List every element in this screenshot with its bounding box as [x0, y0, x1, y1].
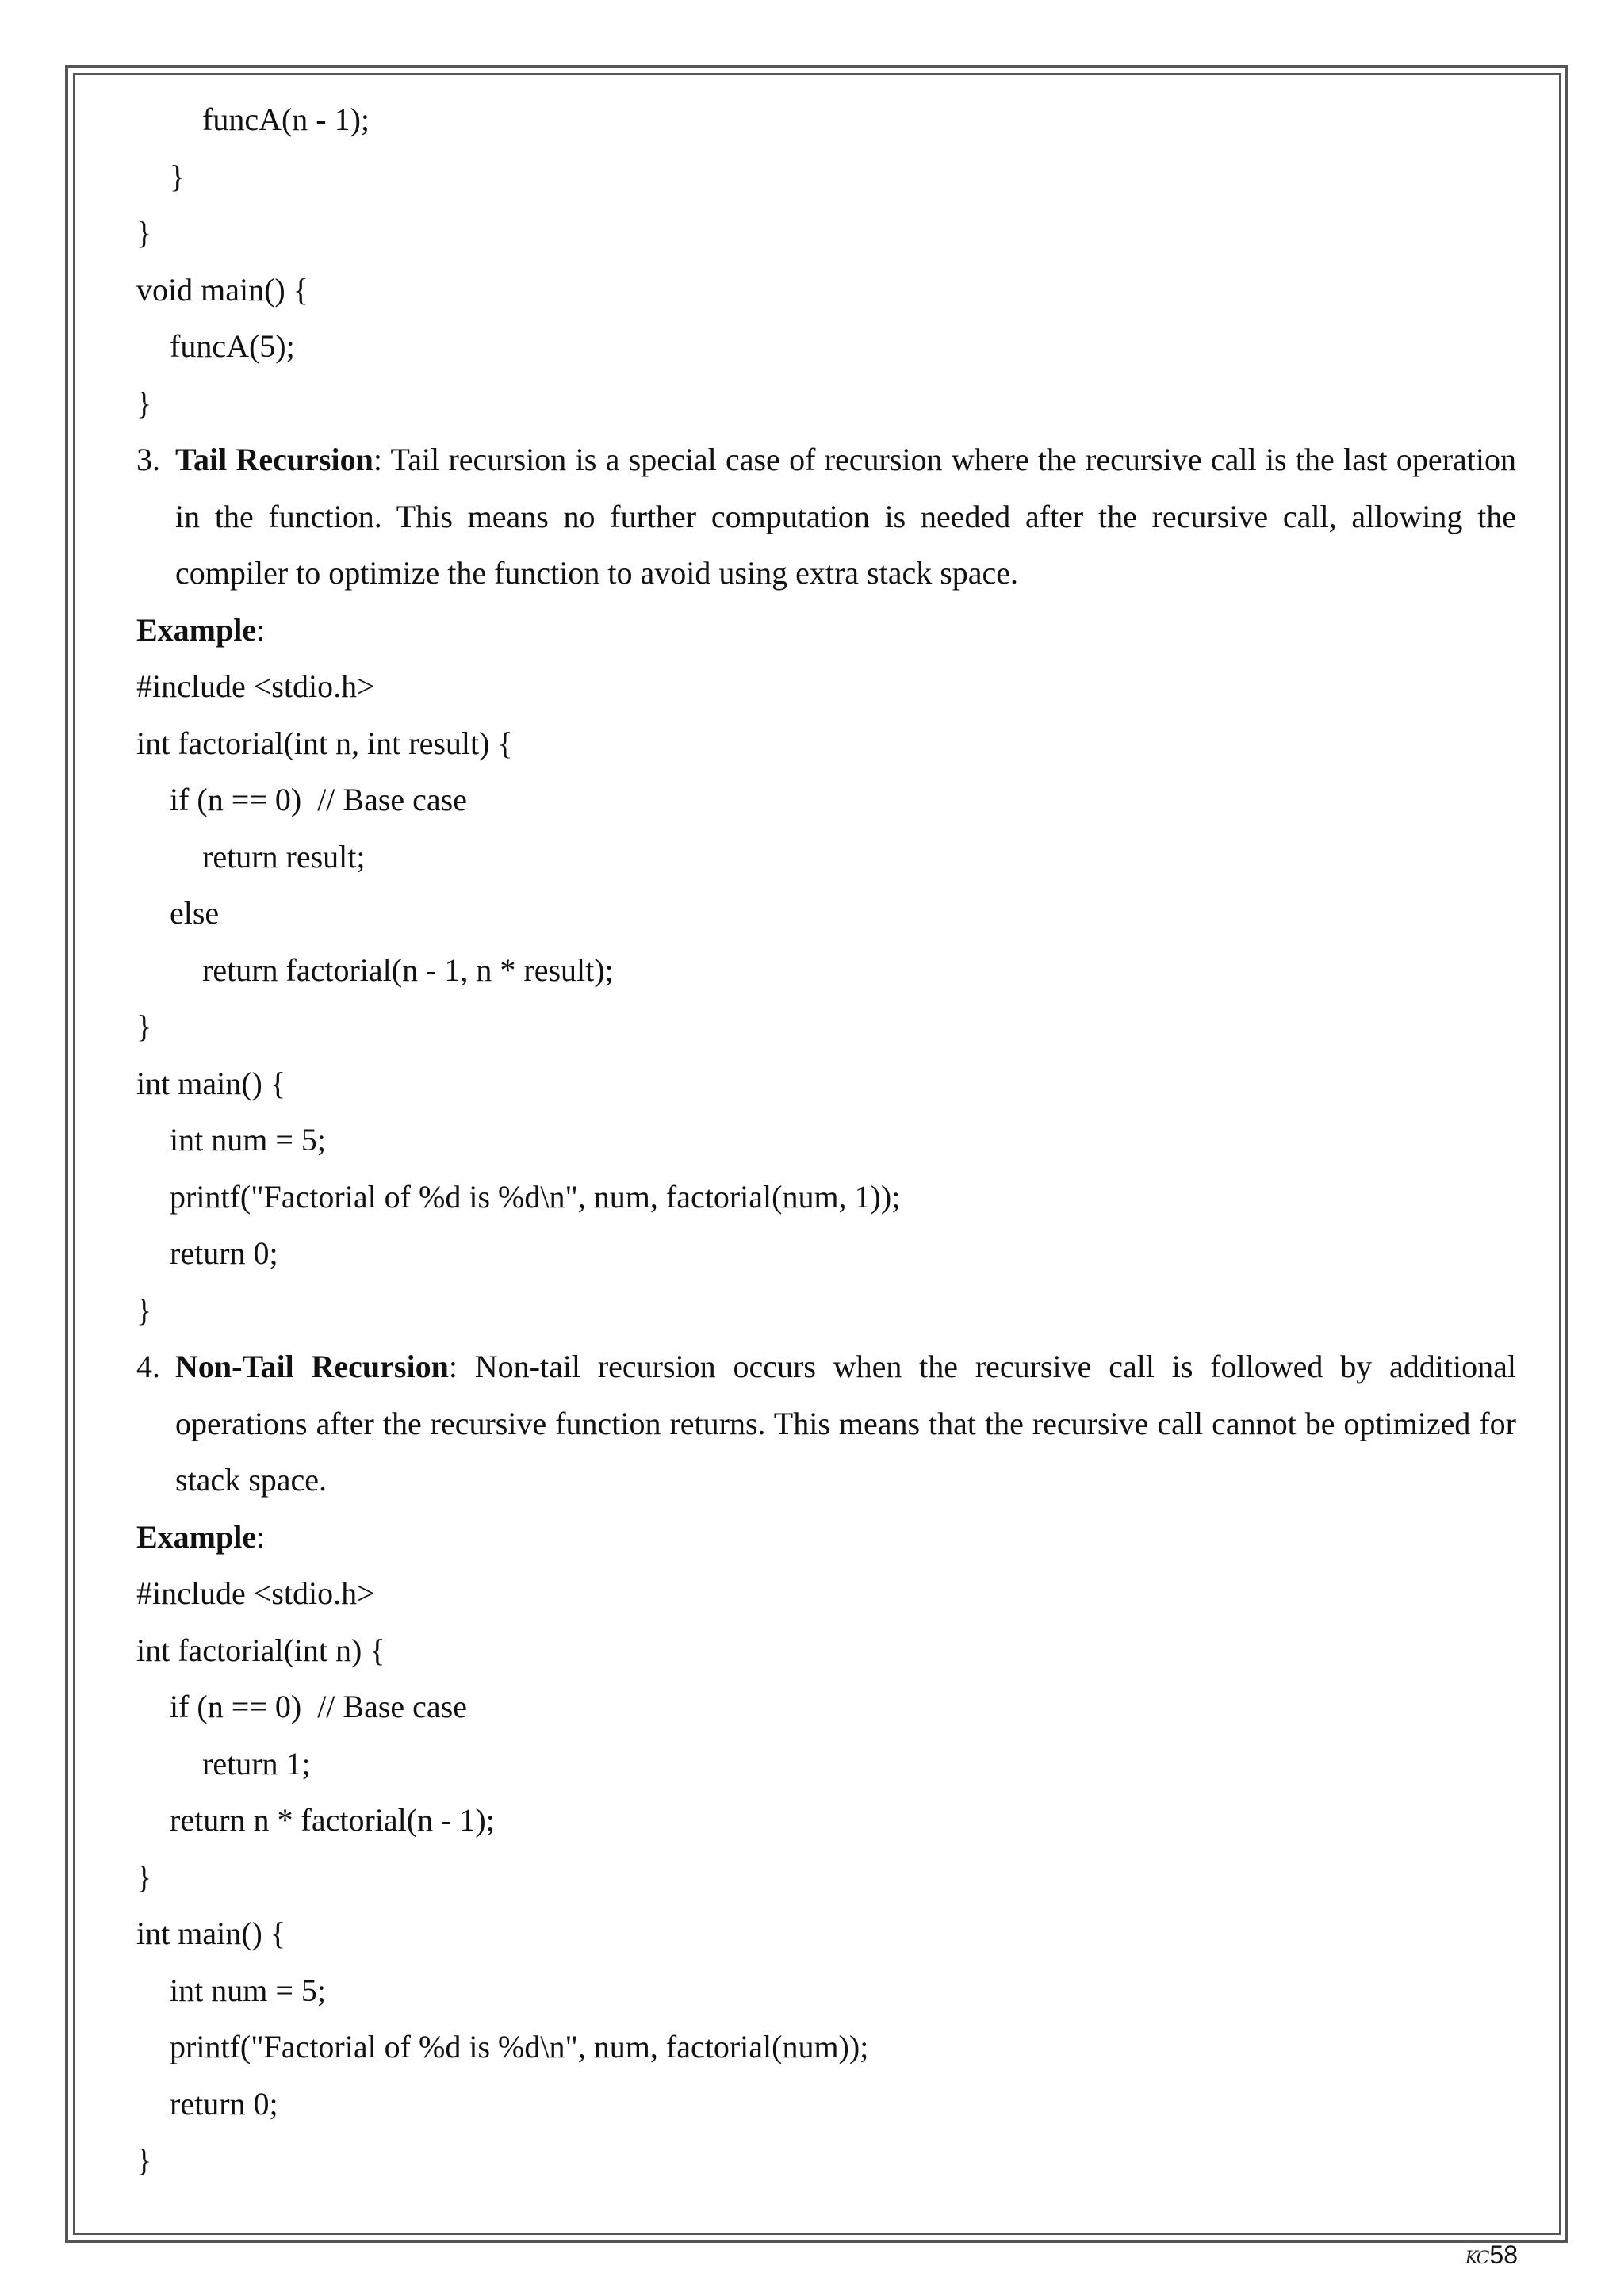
code-line: int factorial(int n) {: [136, 1632, 385, 1668]
section-description: : Tail recursion is a special case of recursion where the recursive call is the last operation in the function. This means no further computation is needed after the recursive call, allowing the compiler to optimize the function to avoid using extra stack space.: [175, 442, 1516, 591]
code-block-tail-recursion: [136, 658, 1516, 1338]
code-line: else: [170, 895, 220, 931]
code-line: #include <stdio.h>: [136, 1575, 375, 1611]
code-line: return n * factorial(n - 1);: [170, 1802, 495, 1838]
example-colon: :: [256, 1518, 266, 1555]
page-number: 58: [1489, 2241, 1518, 2269]
code-line: int factorial(int n, int result) {: [136, 725, 513, 761]
code-line: if (n == 0) // Base case: [170, 782, 467, 817]
author-logo: KC: [1465, 2248, 1488, 2268]
code-line: printf("Factorial of %d is %d\n", num, factorial(num));: [170, 2029, 869, 2064]
code-line: return result;: [202, 838, 366, 874]
code-line: return 1;: [202, 1745, 311, 1781]
example-label: Example: [136, 1518, 257, 1555]
page-content: [136, 91, 1516, 2189]
code-block-non-tail-recursion: [136, 1565, 1516, 2189]
section-term: Tail Recursion: [175, 442, 373, 477]
code-line: void main() {: [136, 271, 308, 308]
code-line: if (n == 0) // Base case: [170, 1689, 467, 1724]
section-number: 3.: [136, 442, 160, 477]
code-line: }: [136, 1858, 152, 1895]
code-line: return factorial(n - 1, n * result);: [202, 951, 614, 988]
code-line: int num = 5;: [170, 1972, 327, 2008]
section-description: : Non-tail recursion occurs when the recursive call is followed by additional operations after the recursive function returns. This means that the recursive call cannot be optimized for stack space.: [175, 1349, 1516, 1498]
code-line: int num = 5;: [170, 1122, 327, 1158]
code-line: }: [136, 1292, 152, 1328]
code-line: funcA(n - 1);: [202, 101, 370, 137]
example-heading: [136, 1509, 1516, 1566]
section-non-tail-recursion: [136, 1338, 1516, 1509]
code-line: }: [136, 385, 152, 421]
example-heading: [136, 602, 1516, 659]
page-footer: [1465, 2241, 1518, 2270]
code-line: int main() {: [136, 1915, 286, 1951]
section-number: 4.: [136, 1349, 160, 1384]
code-line: #include <stdio.h>: [136, 668, 375, 704]
code-line: printf("Factorial of %d is %d\n", num, factorial(num, 1));: [170, 1178, 901, 1215]
code-line: }: [136, 1008, 152, 1044]
section-tail-recursion: [136, 431, 1516, 602]
code-line: int main() {: [136, 1065, 286, 1101]
code-line: }: [170, 158, 186, 194]
section-body: [175, 1338, 1516, 1509]
code-line: funcA(5);: [170, 328, 295, 364]
code-line: }: [136, 2142, 152, 2178]
section-body: [175, 431, 1516, 602]
code-line: return 0;: [170, 1235, 278, 1271]
example-label: Example: [136, 611, 257, 648]
code-line: return 0;: [170, 2085, 278, 2122]
code-line: }: [136, 215, 152, 251]
example-colon: :: [256, 611, 266, 648]
section-term: Non-Tail Recursion: [175, 1349, 449, 1384]
code-block-continued: [136, 91, 1516, 431]
